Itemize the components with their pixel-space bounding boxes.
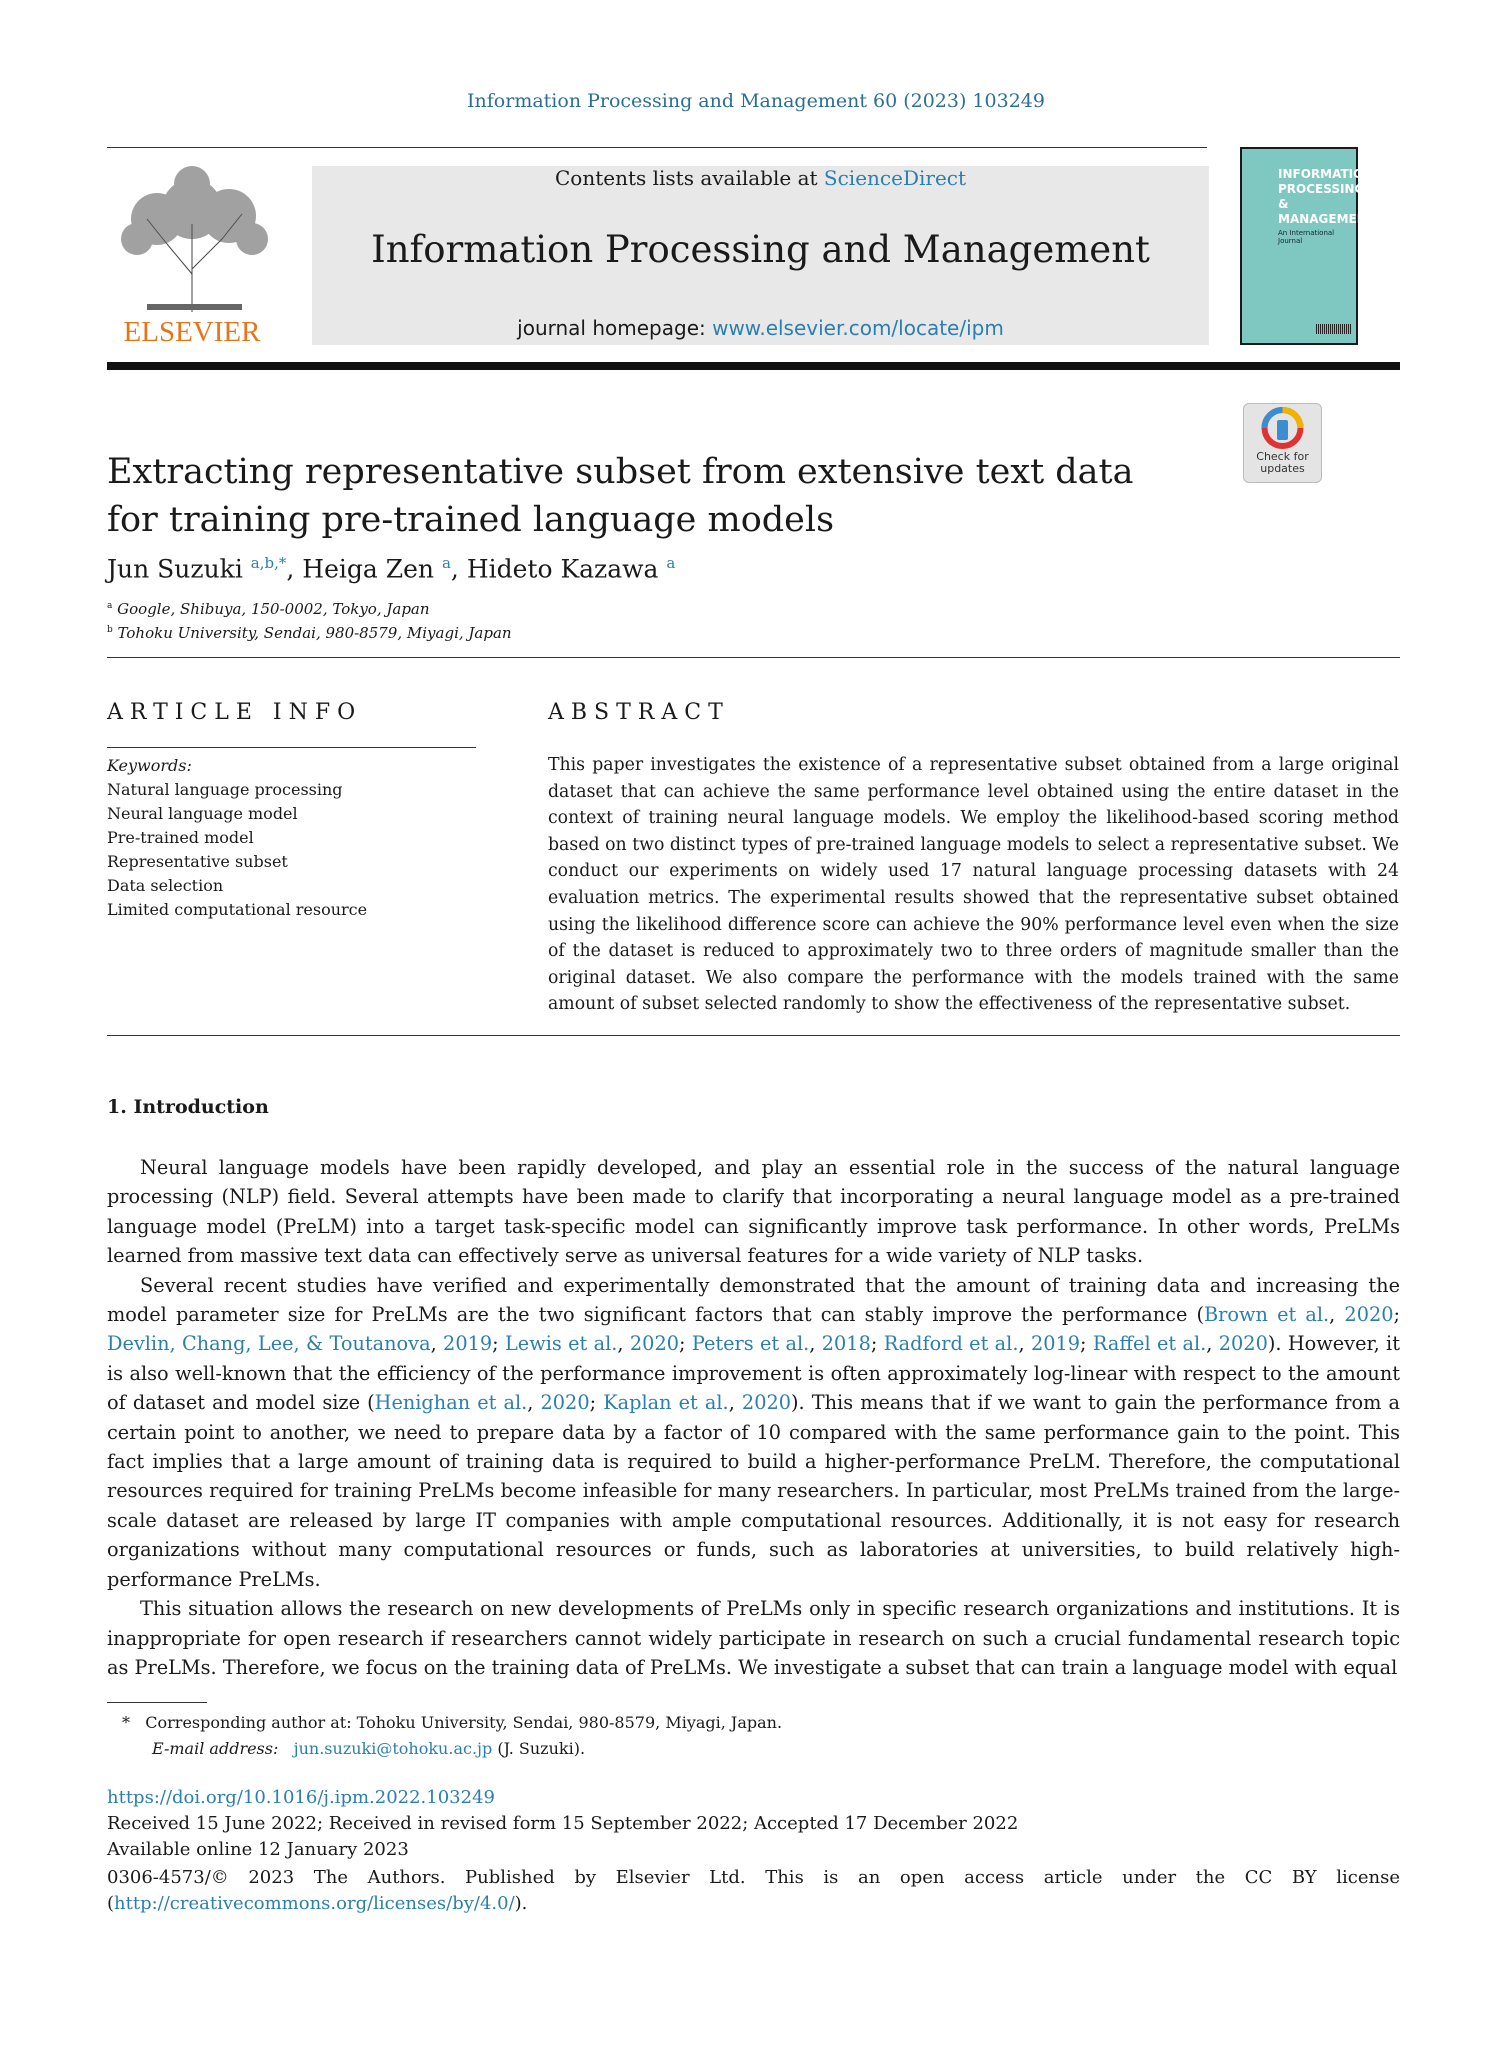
author-marks[interactable]: a bbox=[441, 554, 451, 572]
citation-link[interactable]: 2020 bbox=[540, 1391, 590, 1415]
paragraph-text: , bbox=[728, 1391, 742, 1415]
author-list: Jun Suzuki $^{a,b,*}$, Heiga Zen $^a$, Hideto Kazawa $^a$ bbox=[107, 554, 676, 584]
homepage-prefix: journal homepage: bbox=[517, 316, 713, 340]
check-updates-icon bbox=[1244, 404, 1321, 450]
cover-subtitle: An International Journal bbox=[1278, 229, 1335, 245]
homepage-link[interactable]: www.elsevier.com/locate/ipm bbox=[712, 316, 1004, 340]
email-label: E-mail address: bbox=[152, 1739, 279, 1758]
keywords-list bbox=[107, 754, 477, 922]
author-name[interactable]: Jun Suzuki bbox=[107, 554, 243, 584]
author-name[interactable]: Hideto Kazawa bbox=[466, 554, 659, 584]
doi-link[interactable]: https://doi.org/10.1016/j.ipm.2022.103249 bbox=[107, 1787, 495, 1808]
paragraph-text: , bbox=[809, 1332, 822, 1356]
paragraph-text: , bbox=[430, 1332, 444, 1356]
paragraph-text: ; bbox=[678, 1332, 692, 1356]
abstract-end-rule bbox=[107, 1035, 1400, 1036]
affiliation-mark: a bbox=[107, 601, 113, 611]
affiliation bbox=[107, 624, 512, 642]
abstract-text: This paper investigates the existence of a representative subset obtained from a large original dataset that can achieve the same performance level obtained using the entire dataset in the context of training neural language models. We employ the likelihood-based scoring method based on two distinct types of pre-trained language models to select a representative subset. We conduct our experiments on widely used 17 natural language processing datasets with 24 evaluation metrics. The experimental results showed that the representative subset obtained using the likelihood difference score can achieve the 90% performance level even when the size of the dataset is reduced to approximately two to three orders of magnitude smaller than the original dataset. We also compare the performance with the models trained with the same amount of subset selected randomly to show the effectiveness of the representative subset. bbox=[548, 755, 1399, 1015]
author-name[interactable]: Heiga Zen bbox=[302, 554, 434, 584]
check-for-updates-button[interactable] bbox=[1243, 403, 1322, 483]
header-rule bbox=[107, 147, 1207, 148]
author-marks[interactable]: a,b,* bbox=[250, 554, 287, 572]
citation-link[interactable]: 2019 bbox=[1030, 1332, 1081, 1356]
paragraph-text: ). However, it is also well-known that the efficiency of the performance improvement is often approximately log-linear with respect to the amount of dataset and model size ( bbox=[107, 1332, 1400, 1415]
license-link[interactable]: http://creativecommons.org/licenses/by/4.0/ bbox=[114, 1893, 515, 1914]
received-dates: Received 15 June 2022; Received in revised form 15 September 2022; Accepted 17 December 2022 bbox=[107, 1813, 1019, 1834]
paragraph-text: , bbox=[1329, 1303, 1345, 1327]
introduction-body bbox=[107, 1153, 1400, 1682]
citation-link[interactable]: 2020 bbox=[1344, 1303, 1394, 1327]
article-info-rule bbox=[107, 747, 476, 748]
sciencedirect-link[interactable]: ScienceDirect bbox=[823, 166, 967, 190]
elsevier-wordmark: ELSEVIER bbox=[123, 316, 261, 348]
check-updates-label: Check for updates bbox=[1256, 450, 1309, 475]
section-rule bbox=[107, 657, 1400, 658]
cover-title: INFORMATION PROCESSING & MANAGEMENT bbox=[1278, 167, 1375, 226]
footnote-star: * bbox=[122, 1713, 130, 1732]
journal-cover-thumbnail[interactable] bbox=[1240, 147, 1375, 345]
citation-link[interactable]: Brown et al. bbox=[1204, 1303, 1330, 1327]
paragraph-text: ; bbox=[492, 1332, 505, 1356]
abstract-heading: ABSTRACT bbox=[548, 700, 730, 725]
affiliation bbox=[107, 600, 430, 618]
paragraph-text: ; bbox=[870, 1332, 884, 1356]
paragraph: Neural language models have been rapidly developed, and play an essential role in the success of the natural language processing (NLP) field. Several attempts have been made to clarify that incorporating a neural language model as a pre-trained language model (PreLM) into a target task-specific model can significantly improve task performance. In other words, PreLMs learned from massive text data can effectively serve as universal features for a wide variety of NLP tasks. bbox=[107, 1156, 1400, 1268]
available-online: Available online 12 January 2023 bbox=[107, 1839, 409, 1860]
author-marks[interactable]: a bbox=[666, 554, 676, 572]
affiliation-text: Tohoku University, Sendai, 980-8579, Miyagi, Japan bbox=[117, 624, 512, 642]
citation-link[interactable]: Peters et al. bbox=[691, 1332, 810, 1356]
email-link[interactable]: jun.suzuki@tohoku.ac.jp bbox=[293, 1739, 493, 1758]
paragraph-text: , bbox=[617, 1332, 630, 1356]
section-heading-introduction: 1. Introduction bbox=[107, 1096, 269, 1118]
citation-link[interactable]: Kaplan et al. bbox=[603, 1391, 729, 1415]
article-info-heading: ARTICLE INFO bbox=[107, 700, 363, 725]
paragraph-text: , bbox=[1018, 1332, 1031, 1356]
citation-link[interactable]: Devlin, Chang, Lee, & Toutanova bbox=[107, 1332, 431, 1356]
keywords-label: Keywords: bbox=[107, 756, 192, 775]
citation-link[interactable]: 2020 bbox=[629, 1332, 679, 1356]
citation-link[interactable]: 2019 bbox=[443, 1332, 493, 1356]
citation-link[interactable]: 2020 bbox=[1218, 1332, 1268, 1356]
footnote-email bbox=[152, 1739, 585, 1758]
citation-link[interactable]: 2018 bbox=[821, 1332, 871, 1356]
affiliation-mark: b bbox=[107, 625, 113, 635]
citation-link[interactable]: 2020 bbox=[741, 1391, 791, 1415]
keyword: Natural language processing bbox=[107, 780, 343, 799]
email-suffix: (J. Suzuki). bbox=[492, 1739, 586, 1758]
citation-link[interactable]: Raffel et al. bbox=[1092, 1332, 1207, 1356]
keyword: Data selection bbox=[107, 876, 224, 895]
paragraph-text: ). This means that if we want to gain the performance from a certain point to another, we need to prepare data by a factor of 10 compared with the same performance gain to the point. This fact implies that a large amount of training data is required to build a higher-performance PreLM. Therefore, the computational resources required for training PreLMs become infeasible for many researchers. In particular, most PreLMs trained from the large-scale dataset are released by large IT companies with ample computational resources. Additionally, it is not easy for research organizations without many computational resources or funds, such as laboratories at universities, to build relatively high-performance PreLMs. bbox=[107, 1391, 1400, 1591]
journal-name: Information Processing and Management bbox=[371, 228, 1150, 271]
journal-homepage bbox=[312, 316, 1209, 340]
contents-line bbox=[312, 166, 1209, 190]
paragraph-text: ; bbox=[1393, 1303, 1400, 1327]
corresponding-text: Corresponding author at: Tohoku University, Sendai, 980-8579, Miyagi, Japan. bbox=[145, 1713, 783, 1732]
paragraph-text: ; bbox=[1080, 1332, 1093, 1356]
paragraph-with-citations bbox=[107, 1271, 1400, 1594]
header-thick-rule bbox=[107, 362, 1400, 370]
paragraph-text: Several recent studies have verified and experimentally demonstrated that the amount of training data and increasing the model parameter size for PreLMs are the two significant factors that can stably improve the performance ( bbox=[107, 1273, 1400, 1327]
paragraph-text: ; bbox=[589, 1391, 604, 1415]
footnote-corresponding bbox=[122, 1713, 782, 1732]
paragraph: This situation allows the research on new developments of PreLMs only in specific research organizations and institutions. It is inappropriate for open research if researchers cannot widely participate in research on such a crucial fundamental research topic as PreLMs. Therefore, we focus on the training data of PreLMs. We investigate a subset that can train a language model with equal bbox=[107, 1597, 1400, 1679]
license-statement bbox=[107, 1865, 1400, 1917]
license-end: ). bbox=[514, 1893, 528, 1914]
citation-link[interactable]: Lewis et al. bbox=[504, 1332, 618, 1356]
citation-link[interactable]: Radford et al. bbox=[883, 1332, 1019, 1356]
keyword: Representative subset bbox=[107, 852, 288, 871]
article-title: Extracting representative subset from extensive text data for training pre-trained language models bbox=[107, 452, 1134, 540]
paragraph-text: , bbox=[1206, 1332, 1219, 1356]
journal-reference[interactable]: Information Processing and Management 60 (2023) 103249 bbox=[467, 90, 1045, 112]
barcode-icon bbox=[1316, 324, 1352, 334]
contents-prefix: Contents lists available at bbox=[554, 166, 824, 190]
license-text: 0306-4573/© 2023 The Authors. Published by Elsevier Ltd. This is an open access article under the CC BY license ( bbox=[107, 1867, 1400, 1914]
footnote-rule bbox=[107, 1702, 207, 1703]
affiliation-text: Google, Shibuya, 150-0002, Tokyo, Japan bbox=[117, 600, 430, 618]
keyword: Neural language model bbox=[107, 804, 298, 823]
keyword: Limited computational resource bbox=[107, 900, 368, 919]
paragraph-text: , bbox=[527, 1391, 541, 1415]
keyword: Pre-trained model bbox=[107, 828, 254, 847]
citation-link[interactable]: Henighan et al. bbox=[374, 1391, 528, 1415]
